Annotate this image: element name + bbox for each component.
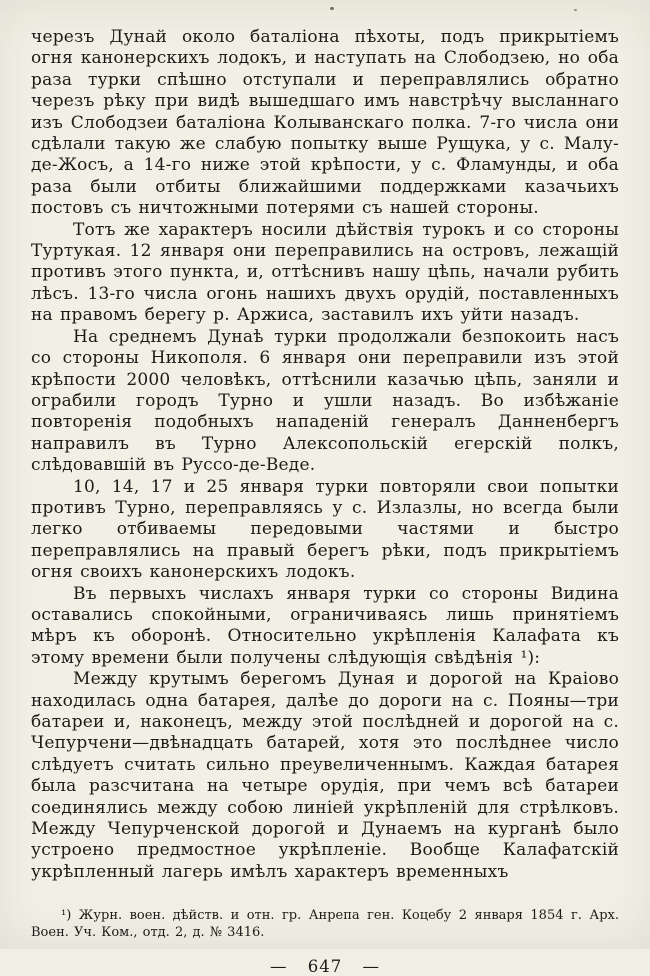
scan-artifact: [574, 9, 577, 11]
body-paragraph: Тотъ же характеръ носили дѣйствія турокъ и со стороны Туртукая. 12 января они переправились на островъ, лежащій противъ этого пункта, и, оттѣснивъ нашу цѣпь, начали рубить лѣсъ. 13-го числа огонь нашихъ двухъ орудій, поставленныхъ на правомъ берегу р. Аржиса, заставилъ ихъ уйти назадъ.: [31, 219, 619, 326]
body-paragraph: Между крутымъ берегомъ Дуная и дорогой на Краіово находилась одна батарея, далѣе до дороги на с. Пояны—три батареи и, наконецъ, между этой послѣдней и дорогой на с. Чепурчени—двѣнадцать батарей, хотя это послѣднее число слѣдуетъ считать сильно преувеличеннымъ. Каждая батарея была разсчитана на четыре орудія, при чемъ всѣ батареи соединялись между собою линіей укрѣпленій для стрѣлковъ. Между Чепурченской дорогой и Дунаемъ на курганѣ было устроено предмостное укрѣпленіе. Вообще Калафатскій укрѣпленный лагерь имѣлъ характеръ временныхъ: [31, 669, 619, 882]
body-paragraph: 10, 14, 17 и 25 января турки повторяли свои попытки противъ Турно, переправляясь у с. Излазлы, но всегда были легко отбиваемы передовыми частями и быстро переправлялись на правый берегъ рѣки, подъ прикрытіемъ огня своихъ канонерскихъ лодокъ.: [31, 476, 619, 583]
body-text: [31, 27, 619, 883]
scan-artifact: [330, 7, 334, 10]
body-paragraph: Въ первыхъ числахъ января турки со стороны Видина оставались спокойными, ограничиваясь лишь принятіемъ мѣръ къ оборонѣ. Относительно укрѣпленія Калафата къ этому времени были получены слѣдующія свѣдѣнія ¹):: [31, 583, 619, 668]
body-paragraph: черезъ Дунай около баталіона пѣхоты, подъ прикрытіемъ огня канонерскихъ лодокъ, и наступать на Слободзею, но оба раза турки спѣшно отступали и переправлялись обратно черезъ рѣку при видѣ вышедшаго имъ навстрѣчу высланнаго изъ Слободзеи баталіона Колыванскаго полка. 7-го числа они сдѣлали такую же слабую попытку выше Рущука, у с. Малу-де-Жосъ, а 14-го ниже этой крѣпости, у с. Фламунды, и оба раза были отбиты ближайшими поддержками казачьихъ постовъ съ ничтожными потерями съ нашей стороны.: [31, 27, 619, 219]
body-paragraph: На среднемъ Дунаѣ турки продолжали безпокоить насъ со стороны Никополя. 6 января они переправили изъ этой крѣпости 2000 человѣкъ, оттѣснили казачью цѣпь, заняли и ограбили городъ Турно и ушли назадъ. Во избѣжаніе повторенія подобныхъ нападеній генералъ Данненбергъ направилъ въ Турно Алексопольскій егерскій полкъ, слѣдовавшій въ Руссо-де-Веде.: [31, 326, 619, 476]
page-number: — 647 —: [270, 957, 380, 976]
footnote: ¹) Журн. воен. дѣйств. и отн. гр. Анрепа ген. Коцебу 2 января 1854 г. Арх. Воен. Уч. Ком., отд. 2, д. № 3416.: [31, 908, 619, 941]
